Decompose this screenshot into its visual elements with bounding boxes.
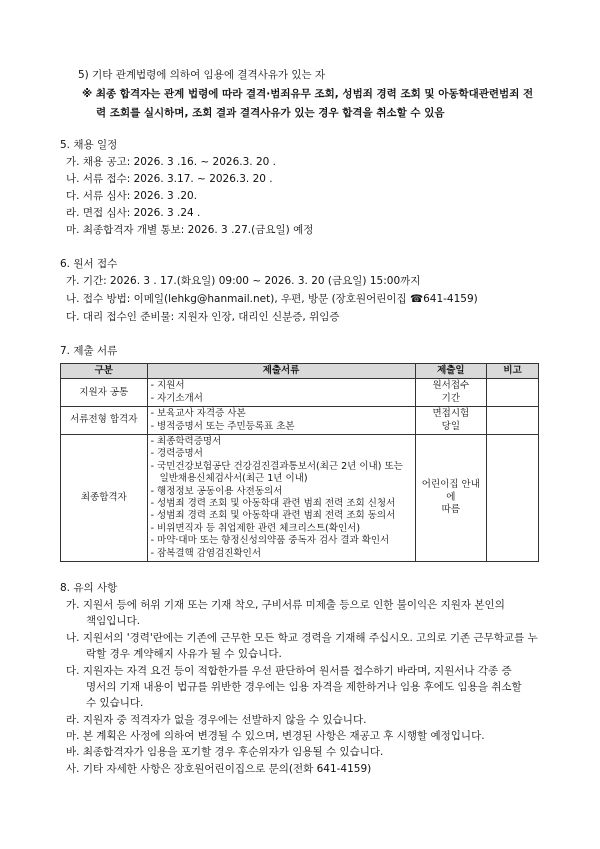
row-documents xyxy=(147,435,415,562)
disqualification-item-5: 5) 기타 관계법령에 의하여 임용에 결격사유가 있는 자 xyxy=(78,69,326,81)
row-documents xyxy=(147,407,415,435)
header-category: 구분 xyxy=(61,364,148,379)
document-item: - 잠복결핵 감염검진확인서 xyxy=(150,547,261,559)
documents-table xyxy=(60,363,539,562)
row-remarks xyxy=(487,379,539,407)
application-method: 나. 접수 방법: 이메일(lehkg@hanmail.net), 우편, 방문 (장호원어린이집 ☎641-4159) xyxy=(66,293,478,305)
note-da-line3: 수 있습니다. xyxy=(86,697,144,709)
schedule-item: 가. 채용 공고: 2026. 3 .16. ~ 2026.3. 20 . xyxy=(66,156,276,168)
document-item: - 비위면직자 등 취업제한 관련 체크리스트(확인서) xyxy=(150,522,361,534)
row-category: 서류전형 합격자 xyxy=(61,407,148,435)
table-header-row xyxy=(61,364,539,379)
row-submit-date xyxy=(415,407,487,435)
note-ga-line2: 책임입니다. xyxy=(86,615,141,627)
row-remarks xyxy=(487,407,539,435)
row-category: 지원자 공통 xyxy=(61,379,148,407)
schedule-item: 마. 최종합격자 개별 통보: 2026. 3 .27.(금요일) 예정 xyxy=(66,224,314,236)
final-check-note-line2: 력 조회를 실시하며, 조회 결과 결격사유가 있는 경우 합격을 취소할 수 있음 xyxy=(96,107,445,119)
submit-date-line: 따름 xyxy=(441,504,461,516)
header-documents: 제출서류 xyxy=(147,364,415,379)
document-item: - 국민건강보험공단 건강검진결과통보서(최근 2년 이내) 또는 xyxy=(150,460,403,472)
submit-date-line: 면접시험 xyxy=(432,408,470,420)
application-period: 가. 기간: 2026. 3 . 17.(화요일) 09:00 ~ 2026. 3. 20 (금요일) 15:00까지 xyxy=(66,275,421,287)
note-ga-line1: 가. 지원서 등에 허위 기재 또는 기재 착오, 구비서류 미제출 등으로 인한 불이익은 지원자 본인의 xyxy=(66,599,505,611)
submit-date-line: 원서접수 xyxy=(432,380,470,392)
proxy-requirements: 다. 대리 접수인 준비물: 지원자 인장, 대리인 신분증, 위임증 xyxy=(66,311,340,323)
table-row xyxy=(61,435,539,562)
document-item: - 자기소개서 xyxy=(150,392,203,404)
document-item: - 경력증명서 xyxy=(150,448,203,460)
row-remarks xyxy=(487,435,539,562)
note-sa: 사. 기타 자세한 사항은 장호원어린이집으로 문의(전화 641-4159) xyxy=(66,763,372,775)
table-row xyxy=(61,379,539,407)
document-item: - 마약·대마 또는 향정신성의약품 중독자 검사 결과 확인서 xyxy=(150,535,390,547)
note-na-line2: 락할 경우 계약해지 사유가 될 수 있습니다. xyxy=(86,648,282,660)
application-heading: 6. 원서 접수 xyxy=(60,258,118,270)
note-da-line2: 명서의 기재 내용이 법규를 위반한 경우에는 임용 자격을 제한하거나 임용 후에도 임용을 취소할 xyxy=(86,681,522,693)
note-ra: 라. 지원자 중 적격자가 없을 경우에는 선발하지 않을 수 있습니다. xyxy=(66,714,367,726)
document-item: 일반채용신체검사서(최근 1년 이내) xyxy=(159,473,308,485)
header-remarks: 비고 xyxy=(487,364,539,379)
schedule-item: 다. 서류 심사: 2026. 3 .20. xyxy=(66,190,198,202)
row-documents xyxy=(147,379,415,407)
final-check-note-line1: ※ 최종 합격자는 관계 법령에 따라 결격·범죄유무 조회, 성범죄 경력 조회 및 아동학대관련범죄 전 xyxy=(82,88,534,100)
document-item: - 성범죄 경력 조회 및 아동학대 관련 범죄 전력 조회 신청서 xyxy=(150,498,396,510)
row-submit-date xyxy=(415,379,487,407)
documents-heading: 7. 제출 서류 xyxy=(60,345,118,357)
note-ba: 바. 최종합격자가 임용을 포기할 경우 후순위자가 임용될 수 있습니다. xyxy=(66,746,384,758)
document-item: - 보육교사 자격증 사본 xyxy=(150,408,246,420)
schedule-heading: 5. 채용 일정 xyxy=(60,139,118,151)
schedule-item: 라. 면접 심사: 2026. 3 .24 . xyxy=(66,207,201,219)
header-submit-date: 제출일 xyxy=(415,364,487,379)
submit-date-line: 당일 xyxy=(441,420,461,432)
document-item: - 지원서 xyxy=(150,380,185,392)
submit-date-line: 어린이집 안내에 xyxy=(421,479,480,503)
note-na-line1: 나. 지원서의 '경력'란에는 기존에 근무한 모든 학교 경력을 기재해 주십시오. 고의로 기존 근무학교를 누 xyxy=(66,632,538,644)
document-item: - 최종학력증명서 xyxy=(150,436,222,448)
table-row xyxy=(61,407,539,435)
note-da-line1: 다. 지원자는 자격 요건 등이 적합한가를 우선 판단하여 원서를 접수하기 바라며, 지원서나 각종 증 xyxy=(66,665,512,677)
row-category: 최종합격자 xyxy=(61,435,148,562)
submit-date-line: 기간 xyxy=(441,392,461,404)
document-item: - 성범죄 경력 조회 및 아동학대 관련 범죄 전력 조회 동의서 xyxy=(150,510,396,522)
notes-heading: 8. 유의 사항 xyxy=(60,582,118,594)
row-submit-date xyxy=(415,435,487,562)
document-item: - 행정정보 공동이용 사전동의서 xyxy=(150,485,283,497)
note-ma: 마. 본 계획은 사정에 의하여 변경될 수 있으며, 변경된 사항은 재공고 후 시행할 예정입니다. xyxy=(66,730,485,742)
document-item: - 병적증명서 또는 주민등록표 초본 xyxy=(150,420,295,432)
schedule-item: 나. 서류 접수: 2026. 3.17. ~ 2026.3. 20 . xyxy=(66,173,273,185)
